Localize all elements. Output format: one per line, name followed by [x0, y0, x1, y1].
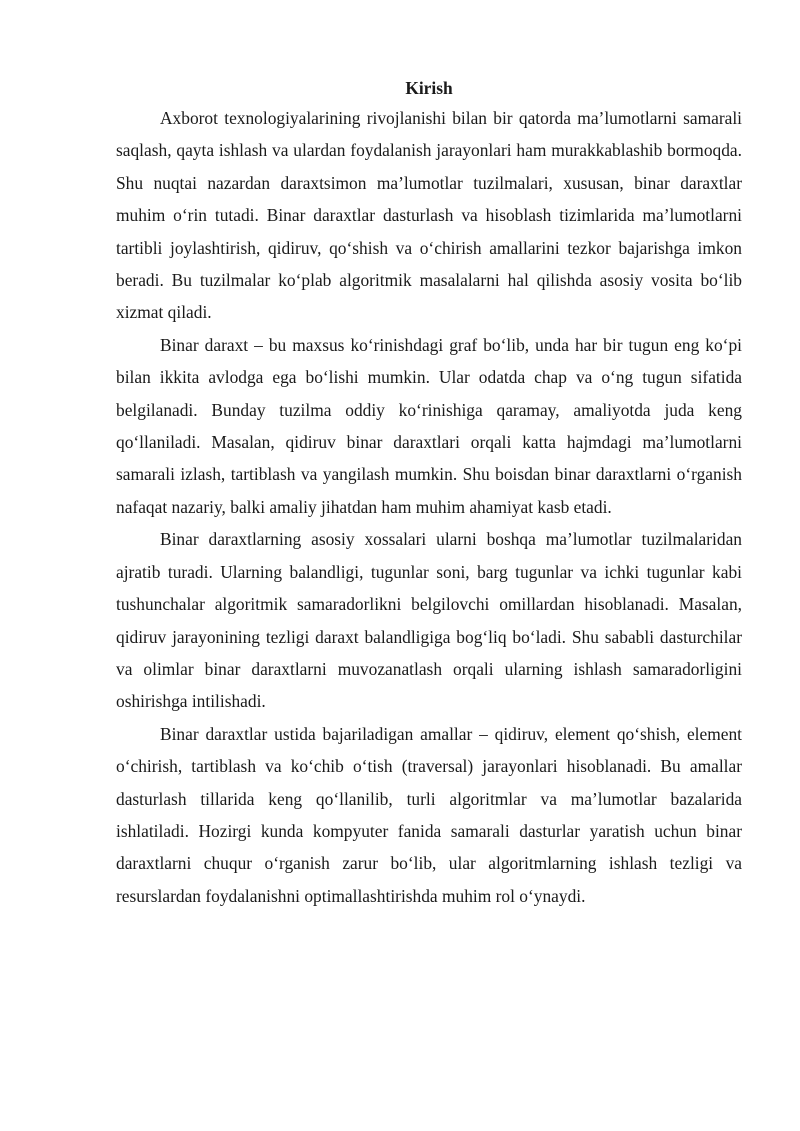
paragraph-1: Axborot texnologiyalarining rivojlanishi bilan bir qatorda ma’lumotlarni samarali saqlash, qayta ishlash va ulardan foydalanish jarayonlari ham murakkablashib bormoqda. Shu nuqtai nazardan daraxtsimon ma’lumotlar tuzilmalari, xususan, binar daraxtlar muhim o‘rin tutadi. Binar daraxtlar dasturlash va hisoblash tizimlarida ma’lumotlarni tartibli joylashtirish, qidiruv, qo‘shish va o‘chirish amallarini tezkor bajarishga imkon beradi. Bu tuzilmalar ko‘plab algoritmik masalalarni hal qilishda asosiy vosita bo‘lib xizmat qiladi.	[116, 108, 742, 323]
paragraph-2: Binar daraxt – bu maxsus ko‘rinishdagi graf bo‘lib, unda har bir tugun eng ko‘pi bilan ikkita avlodga ega bo‘lishi mumkin. Ular odatda chap va o‘ng tugun sifatida belgilanadi. Bunday tuzilma oddiy ko‘rinishiga qaramay, amaliyotda juda keng qo‘llaniladi. Masalan, qidiruv binar daraxtlari orqali katta hajmdagi ma’lumotlarni samarali izlash, tartiblash va yangilash mumkin. Shu boisdan binar daraxtlarni o‘rganish nafaqat nazariy, balki amaliy jihatdan ham muhim ahamiyat kasb etadi.	[116, 334, 742, 517]
paragraph-4: Binar daraxtlar ustida bajariladigan amallar – qidiruv, element qo‘shish, element o‘chirish, tartiblash va ko‘chib o‘tish (traversal) jarayonlari hisoblanadi. Bu amallar dasturlash tillarida keng qo‘llanilib, turli algoritmlar va ma’lumotlar bazalarida ishlatiladi. Hozirgi kunda kompyuter fanida samarali dasturlar yaratish uchun binar daraxtlarni chuqur o‘rganish zarur bo‘lib, ular algoritmlarning ishlash tezligi va resurslardan foydalanishni optimallashtirishda muhim rol o‘ynaydi.	[116, 723, 742, 906]
section-title: Kirish	[405, 78, 453, 98]
paragraph-3: Binar daraxtlarning asosiy xossalari ularni boshqa ma’lumotlar tuzilmalaridan ajratib turadi. Ularning balandligi, tugunlar soni, barg tugunlar va ichki tugunlar kabi tushunchalar algoritmik samaradorlikni belgilovchi omillardan hisoblanadi. Masalan, qidiruv jarayonining tezligi daraxt balandligiga bog‘liq bo‘ladi. Shu sababli dasturchilar va olimlar binar daraxtlarni muvozanatlash orqali ularning ishlash samaradorligini oshirishga intilishadi.	[116, 529, 742, 712]
document-body	[116, 74, 742, 912]
